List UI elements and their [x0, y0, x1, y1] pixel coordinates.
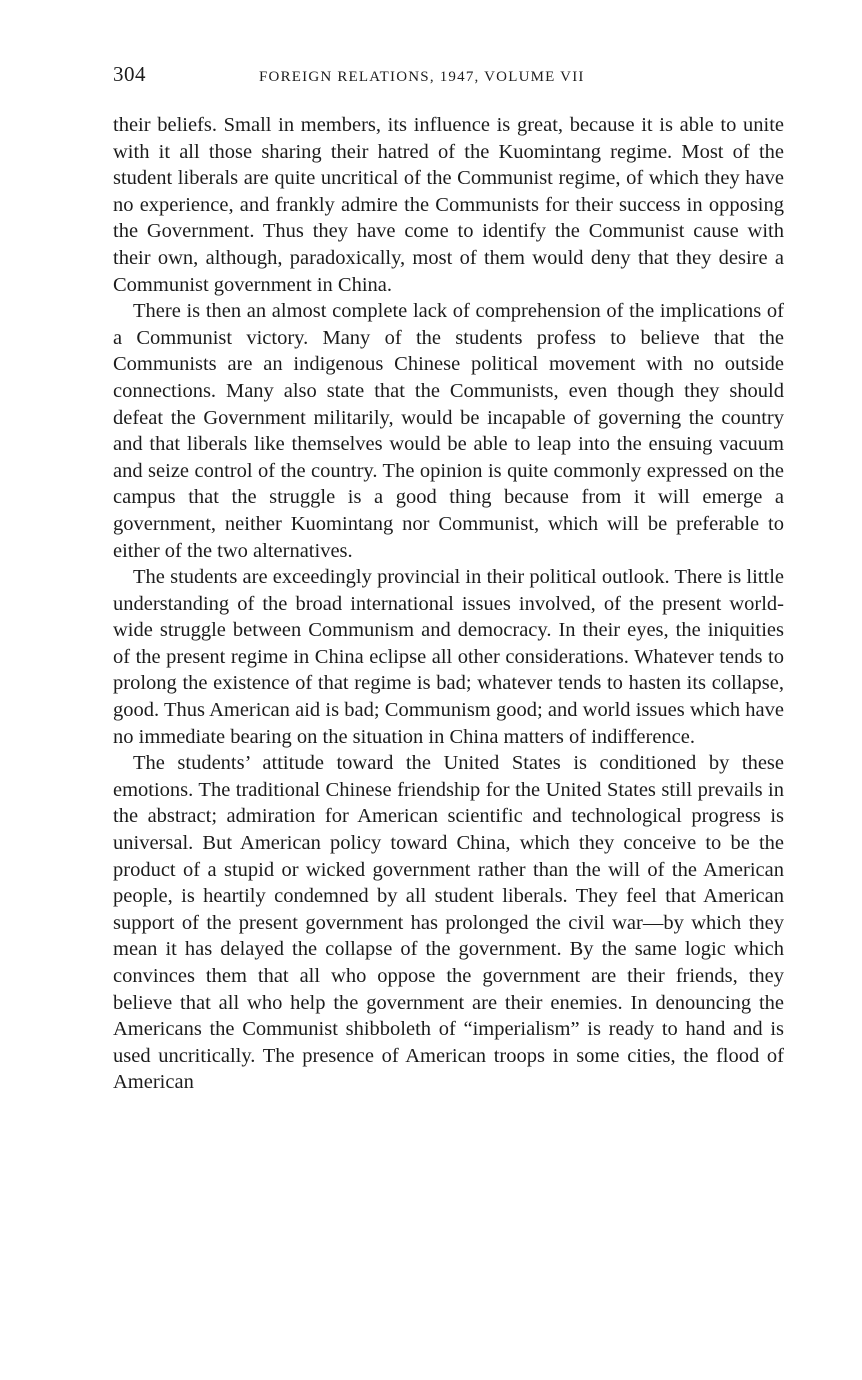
body-text: [113, 112, 784, 1096]
running-head: [113, 62, 785, 92]
paragraph-attitude-toward-us: The students’ attitude toward the United States is conditioned by these emotions. The traditional Chinese friendship for the United States still prevails in the abstract; admiration for American scientific and technological progress is universal. But American policy toward China, which they conceive to be the product of a stupid or wicked government rather than the will of the American people, is heartily condemned by all student liberals. They feel that American support of the present government has prolonged the civil war—by which they mean it has delayed the collapse of the government. By the same logic which convinces them that all who oppose the government are their friends, they believe that all who help the government are their enemies. In denouncing the Americans the Communist shibboleth of “imperialism” is ready to hand and is used uncritically. The presence of American troops in some cities, the flood of American: [113, 752, 784, 1094]
paragraph-provincial-outlook: The students are exceedingly provincial in their political outlook. There is little understanding of the broad international issues involved, of the present world-wide struggle between Communism and democracy. In their eyes, the iniquities of the present regime in China eclipse all other considerations. Whatever tends to prolong the existence of that regime is bad; whatever tends to hasten its collapse, good. Thus American aid is bad; Communism good; and world issues which have no immediate bearing on the situation in China matters of indifference.: [113, 566, 784, 748]
paragraph-comprehension: There is then an almost complete lack of comprehension of the implications of a Communist victory. Many of the students profess to believe that the Communists are an indigenous Chinese political movement with no outside connections. Many also state that the Communists, even though they should defeat the Government militarily, would be incapable of governing the country and that liberals like themselves would be able to leap into the ensuing vacuum and seize control of the country. The opinion is quite commonly expressed on the campus that the struggle is a good thing because from it will emerge a government, neither Kuomintang nor Communist, which will be preferable to either of the two alternatives.: [113, 300, 784, 562]
running-title: FOREIGN RELATIONS, 1947, VOLUME VII: [259, 69, 585, 85]
page-number: 304: [113, 62, 146, 86]
paragraph-continuation: their beliefs. Small in members, its influence is great, because it is able to unite with it all those sharing their hatred of the Kuomintang regime. Most of the student liberals are quite uncritical of the Communist regime, of which they have no experience, and frankly admire the Communists for their success in opposing the Government. Thus they have come to identify the Communist cause with their own, although, paradoxically, most of them would deny that they desire a Communist government in China.: [113, 114, 784, 296]
